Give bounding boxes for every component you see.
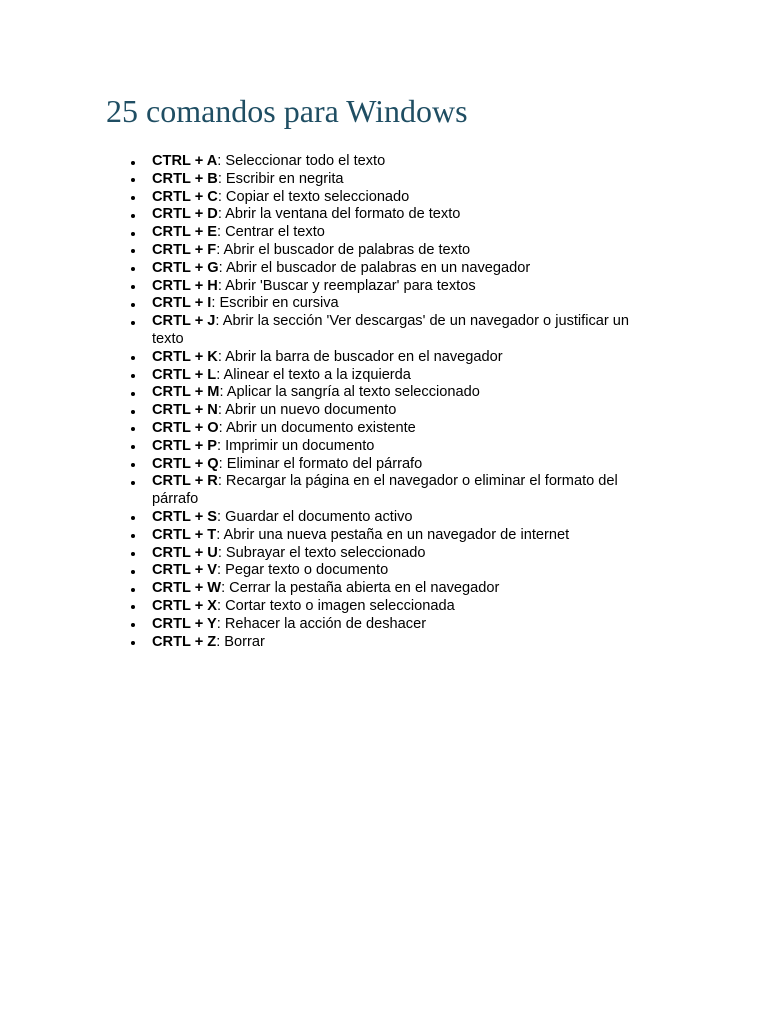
command-description: : Abrir la barra de buscador en el navegador xyxy=(217,348,503,365)
command-item xyxy=(152,580,652,598)
command-shortcut: CRTL + U xyxy=(152,544,218,561)
command-description: : Eliminar el formato del párrafo xyxy=(218,455,423,472)
command-description: : Centrar el texto xyxy=(217,224,325,241)
command-description: : Rehacer la acción de deshacer xyxy=(216,615,427,632)
command-description: : Imprimir un documento xyxy=(217,437,375,454)
command-description: : Abrir el buscador de palabras en un navegador xyxy=(218,259,531,276)
command-item xyxy=(152,473,652,509)
command-description: : Borrar xyxy=(216,633,265,650)
command-description: : Abrir un nuevo documento xyxy=(217,402,397,419)
command-item xyxy=(152,562,652,580)
command-item xyxy=(152,278,652,296)
command-shortcut: CRTL + Y xyxy=(152,615,217,632)
command-shortcut: CRTL + H xyxy=(152,277,218,294)
command-description: : Abrir 'Buscar y reemplazar' para textos xyxy=(217,277,476,294)
command-item xyxy=(152,616,652,634)
command-item xyxy=(152,313,652,349)
command-item xyxy=(152,189,652,207)
command-description: : Abrir la ventana del formato de texto xyxy=(217,206,461,223)
command-description: : Seleccionar todo el texto xyxy=(217,153,386,169)
command-description: : Alinear el texto a la izquierda xyxy=(216,366,411,383)
command-shortcut: CRTL + R xyxy=(152,473,218,490)
command-shortcut: CRTL + C xyxy=(152,188,218,205)
command-item xyxy=(152,349,652,367)
command-description: : Cerrar la pestaña abierta en el navegador xyxy=(221,580,500,597)
command-item xyxy=(152,438,652,456)
command-shortcut: CRTL + K xyxy=(152,348,218,365)
command-shortcut: CRTL + T xyxy=(152,526,217,543)
command-shortcut: CTRL + A xyxy=(152,153,218,169)
command-description: : Abrir el buscador de palabras de texto xyxy=(216,241,471,258)
command-shortcut: CRTL + S xyxy=(152,508,218,525)
command-item xyxy=(152,545,652,563)
command-shortcut: CRTL + P xyxy=(152,437,218,454)
command-item xyxy=(152,295,652,313)
command-item xyxy=(152,260,652,278)
command-item xyxy=(152,367,652,385)
command-shortcut: CRTL + F xyxy=(152,241,217,258)
command-shortcut: CRTL + V xyxy=(152,562,218,579)
command-item xyxy=(152,384,652,402)
command-description: : Abrir un documento existente xyxy=(218,419,416,436)
command-description: : Cortar texto o imagen seleccionada xyxy=(217,597,455,614)
page-title: 25 comandos para Windows xyxy=(106,93,468,129)
command-shortcut: CRTL + N xyxy=(152,402,218,419)
command-item xyxy=(152,224,652,242)
command-description: : Copiar el texto seleccionado xyxy=(217,188,410,205)
command-shortcut: CRTL + D xyxy=(152,206,218,223)
command-shortcut: CRTL + O xyxy=(152,419,219,436)
command-shortcut: CRTL + X xyxy=(152,597,218,614)
command-shortcut: CRTL + G xyxy=(152,259,219,276)
command-item xyxy=(152,171,652,189)
command-description: : Guardar el documento activo xyxy=(217,508,413,525)
command-description: : Subrayar el texto seleccionado xyxy=(217,544,426,561)
command-shortcut: CRTL + Z xyxy=(152,633,217,650)
command-shortcut: CRTL + M xyxy=(152,384,220,401)
command-item xyxy=(152,527,652,545)
command-description: : Escribir en negrita xyxy=(217,170,344,187)
command-description: : Abrir la sección 'Ver descargas' de un navegador o justificar un texto xyxy=(152,313,630,347)
command-item xyxy=(152,598,652,616)
command-item xyxy=(152,242,652,260)
command-item xyxy=(152,153,652,171)
command-item xyxy=(152,402,652,420)
command-item xyxy=(152,634,652,652)
command-list xyxy=(152,153,652,651)
command-description: : Pegar texto o documento xyxy=(217,562,389,579)
command-description: : Escribir en cursiva xyxy=(211,295,339,312)
command-shortcut: CRTL + I xyxy=(152,295,212,312)
command-description: : Abrir una nueva pestaña en un navegador de internet xyxy=(216,526,570,543)
command-item xyxy=(152,206,652,224)
command-shortcut: CRTL + W xyxy=(152,580,222,597)
command-item xyxy=(152,456,652,474)
command-shortcut: CRTL + Q xyxy=(152,455,219,472)
command-shortcut: CRTL + L xyxy=(152,366,217,383)
command-item xyxy=(152,509,652,527)
command-shortcut: CRTL + E xyxy=(152,224,218,241)
command-shortcut: CRTL + B xyxy=(152,170,218,187)
command-description: : Recargar la página en el navegador o eliminar el formato del párrafo xyxy=(152,473,618,508)
command-shortcut: CRTL + J xyxy=(152,313,216,330)
command-description: : Aplicar la sangría al texto seleccionado xyxy=(219,384,480,401)
command-item xyxy=(152,420,652,438)
